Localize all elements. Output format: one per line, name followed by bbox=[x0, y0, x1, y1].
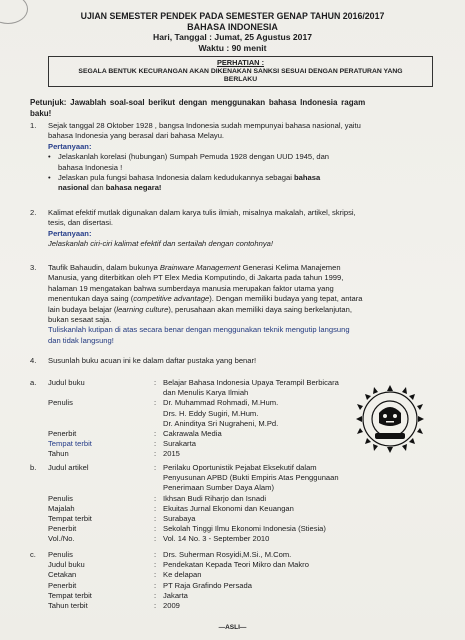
q3-l4-b: competitive advantage bbox=[133, 294, 210, 304]
ref-key: Cetakan bbox=[48, 570, 77, 580]
ref-colon: : bbox=[154, 600, 157, 610]
ref-value: Drs. H. Eddy Sugiri, M.Hum. bbox=[163, 408, 259, 418]
instructions bbox=[30, 97, 442, 119]
notice-box bbox=[48, 56, 433, 87]
notice-line-1: SEGALA BENTUK KECURANGAN AKAN DIKENAKAN SANKSI SESUAI DENGAN PERATURAN YANG bbox=[78, 67, 403, 75]
ref-key: Penulis bbox=[48, 398, 73, 408]
bullet-icon: • bbox=[48, 152, 51, 162]
q3-l7: Tuliskanlah kutipan di atas secara benar dengan menggunakan teknik mengutip langsung bbox=[48, 325, 350, 335]
ref-key: Tahun bbox=[48, 449, 69, 459]
ref-value: Cakrawala Media bbox=[163, 428, 222, 438]
q3-l8: dan tidak langsung! bbox=[48, 335, 114, 345]
ref-colon: : bbox=[154, 570, 157, 580]
q1-b-line-1: Jelaskan pula fungsi bahasa Indonesia dalam kedudukannya sebagai bbox=[58, 173, 292, 183]
notice-title: PERHATIAN : bbox=[216, 58, 265, 67]
question-4 bbox=[30, 356, 450, 366]
ref-value: Surakarta bbox=[163, 439, 196, 449]
ref-colon: : bbox=[154, 493, 157, 503]
ref-value: Sekolah Tinggi Ilmu Ekonomi Indonesia (Stiesia) bbox=[163, 524, 326, 534]
q1-item-b bbox=[48, 173, 450, 194]
ref-value: Ekuitas Jurnal Ekonomi dan Keuangan bbox=[163, 503, 294, 513]
ref-key: Tempat terbit bbox=[48, 513, 92, 523]
reference-c bbox=[30, 550, 450, 611]
q1-a-line-1: Jelaskanlah korelasi (hubungan) Sumpah Pemuda 1928 dengan UUD 1945, dan bbox=[58, 152, 330, 162]
ref-colon: : bbox=[154, 534, 157, 544]
bullet-icon: • bbox=[48, 173, 51, 183]
ref-key: Penulis bbox=[48, 493, 73, 503]
ref-key: Judul buku bbox=[48, 560, 85, 570]
exam-date: Hari, Tanggal : Jumat, 25 Agustus 2017 bbox=[152, 32, 313, 42]
ref-value: Ikhsan Budi Riharjo dan Isnadi bbox=[163, 493, 267, 503]
ref-value: dan Menulis Karya Ilmiah bbox=[163, 388, 249, 398]
ref-value: 2015 bbox=[163, 449, 180, 459]
ref-key: Penerbit bbox=[48, 428, 77, 438]
q3-l5-a: lain budaya belajar ( bbox=[48, 304, 117, 314]
q2-text-2: tesis, dan disertasi. bbox=[48, 218, 113, 228]
question-number: 2. bbox=[30, 208, 37, 217]
question-number: 3. bbox=[30, 263, 37, 272]
ref-value: Penerimaan Sumber Daya Alam) bbox=[163, 483, 275, 493]
q1-question-label: Pertanyaan: bbox=[48, 141, 92, 151]
footer-mark: —ASLI— bbox=[218, 624, 247, 631]
q3-l3: halaman 19 mengatakan bahwa sumberdaya manusia merupakan faktor utama yang bbox=[48, 283, 334, 293]
question-2 bbox=[30, 208, 450, 250]
instructions-line-1: Petunjuk: Jawablah soal-soal berikut dengan menggunakan bahasa Indonesia ragam bbox=[30, 98, 366, 107]
q3-l5-b: learning culture bbox=[116, 304, 169, 314]
q1-text-1: Sejak tanggal 28 Oktober 1928 , bangsa Indonesia sudah mempunyai bahasa nasional, yaitu bbox=[48, 121, 361, 130]
q1-item-a bbox=[48, 152, 450, 173]
exam-duration: Waktu : 90 menit bbox=[198, 42, 267, 53]
q3-l1-b: Brainware Management bbox=[159, 263, 241, 272]
instructions-line-2: baku! bbox=[30, 109, 52, 118]
ref-key: Vol./No. bbox=[48, 534, 75, 544]
ref-colon: : bbox=[154, 560, 157, 570]
ref-colon: : bbox=[154, 524, 157, 534]
ref-value: Jakarta bbox=[163, 590, 188, 600]
ref-key: Tempat terbit bbox=[48, 590, 92, 600]
q3-l1-c: Generasi Kelima Manajemen bbox=[242, 263, 341, 272]
ref-value: Dr. Aninditya Sri Nugraheni, M.Pd. bbox=[163, 418, 279, 428]
ref-value: 2009 bbox=[163, 600, 180, 610]
ref-value: Perilaku Oportunistik Pejabat Eksekutif dalam bbox=[163, 463, 317, 472]
ref-key: Penulis bbox=[48, 550, 73, 559]
ref-colon: : bbox=[154, 550, 157, 559]
ref-colon: : bbox=[154, 503, 157, 513]
question-1 bbox=[30, 121, 450, 194]
reference-letter: b. bbox=[30, 463, 37, 472]
reference-b bbox=[30, 463, 450, 545]
q3-l6: bukan sesaat saja. bbox=[48, 315, 112, 325]
ref-key: Tempat terbit bbox=[48, 439, 92, 449]
ref-colon: : bbox=[154, 463, 157, 472]
q2-text-1: Kalimat efektif mutlak digunakan dalam karya tulis ilmiah, misalnya makalah, artikel, skripsi, bbox=[48, 208, 356, 217]
ref-value: Penyusunan APBD (Bukti Empiris Atas Penggunaan bbox=[163, 473, 339, 483]
reference-letter: c. bbox=[30, 550, 36, 559]
q1-b-bold-3: bahasa negara! bbox=[105, 183, 162, 193]
ref-value: Surabaya bbox=[163, 513, 196, 523]
q1-text-2: bahasa Indonesia yang berasal dari bahasa Melayu. bbox=[48, 131, 225, 141]
exam-title: UJIAN SEMESTER PENDEK PADA SEMESTER GENAP TAHUN 2016/2017 bbox=[80, 11, 385, 21]
notice-line-2: BERLAKU bbox=[223, 76, 258, 83]
ref-key: Judul buku bbox=[48, 378, 85, 387]
q2-question: Jelaskanlah ciri-ciri kalimat efektif dan sertailah dengan contohnya! bbox=[48, 239, 273, 249]
ref-key: Tahun terbit bbox=[48, 600, 88, 610]
ref-value: Vol. 14 No. 3 - September 2010 bbox=[163, 534, 270, 544]
q1-b-mid: dan bbox=[90, 183, 104, 193]
ref-value: Drs. Suherman Rosyidi,M.Si., M.Com. bbox=[163, 550, 292, 559]
ref-key: Majalah bbox=[48, 503, 75, 513]
ref-colon: : bbox=[154, 513, 157, 523]
ref-colon: : bbox=[154, 439, 157, 449]
ref-colon: : bbox=[154, 449, 157, 459]
q1-a-line-2: bahasa Indonesia ! bbox=[58, 162, 123, 172]
q1-b-bold-1: bahasa bbox=[294, 173, 321, 183]
reference-letter: a. bbox=[30, 378, 37, 387]
question-number: 4. bbox=[30, 356, 37, 365]
ref-value: Belajar Bahasa Indonesia Upaya Terampil Berbicara bbox=[163, 378, 339, 387]
ref-colon: : bbox=[154, 428, 157, 438]
q1-b-bold-2: nasional bbox=[58, 183, 89, 193]
ref-value: PT Raja Grafindo Persada bbox=[163, 580, 252, 590]
ref-colon: : bbox=[154, 590, 157, 600]
question-3 bbox=[30, 263, 450, 346]
exam-header bbox=[0, 0, 465, 53]
ref-value: Dr. Muhammad Rohmadi, M.Hum. bbox=[163, 398, 279, 408]
q4-text: Susunlah buku acuan ini ke dalam daftar pustaka yang benar! bbox=[48, 356, 257, 365]
q3-l1-a: Taufik Bahaudin, dalam bukunya bbox=[48, 263, 158, 272]
ref-key: Penerbit bbox=[48, 524, 77, 534]
subject-title: BAHASA INDONESIA bbox=[187, 21, 278, 32]
ref-value: Ke delapan bbox=[163, 570, 202, 580]
q3-l5-c: ), perusahaan akan memiliki daya saing berkelanjutan, bbox=[168, 304, 352, 314]
q2-question-label: Pertanyaan: bbox=[48, 228, 92, 238]
ref-colon: : bbox=[154, 580, 157, 590]
question-number: 1. bbox=[30, 121, 37, 130]
q3-l2: Manusia, yang diterbitkan oleh PT Elex Media Komputindo, di Jakarta pada tahun 1999, bbox=[48, 273, 344, 283]
university-seal-icon bbox=[353, 383, 427, 455]
ref-colon: : bbox=[154, 398, 157, 408]
ref-key: Penerbit bbox=[48, 580, 77, 590]
ref-colon: : bbox=[154, 378, 157, 387]
q3-l4-c: ). Dengan memiliki budaya yang tepat, antara bbox=[209, 294, 363, 304]
ref-key: Judul artikel bbox=[48, 463, 89, 472]
q3-l4-a: menentukan daya saing ( bbox=[48, 294, 134, 304]
ref-value: Pendekatan Kepada Teori Mikro dan Makro bbox=[163, 560, 309, 570]
